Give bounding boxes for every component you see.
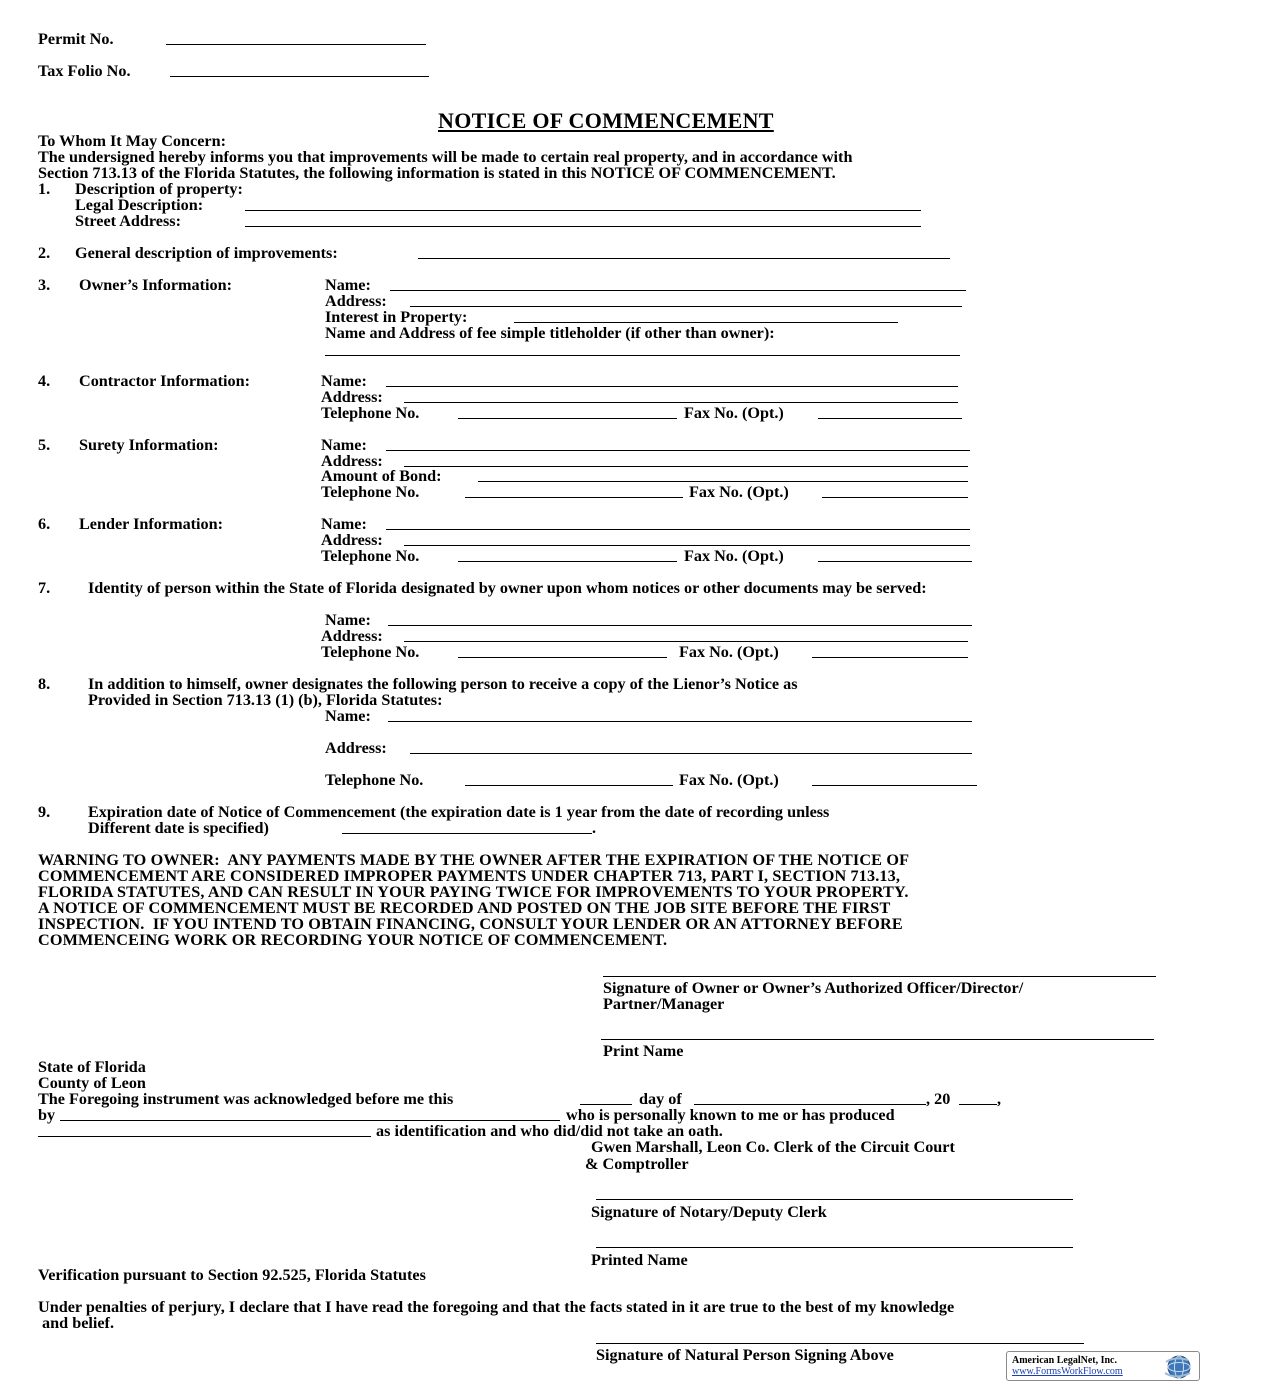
agent-fax-label: Fax No. (Opt.) xyxy=(679,643,779,661)
contractor-name-field[interactable] xyxy=(386,386,958,387)
contractor-address-field[interactable] xyxy=(404,402,958,403)
section-9-number: 9. xyxy=(38,803,51,821)
section-7-number: 7. xyxy=(38,579,51,597)
owner-signature-label-2: Partner/Manager xyxy=(603,995,725,1013)
lienor-address-label: Address: xyxy=(325,739,387,757)
notary-signature-line[interactable] xyxy=(596,1199,1073,1200)
natural-person-signature-label: Signature of Natural Person Signing Above xyxy=(596,1346,894,1364)
agent-name-label: Name: xyxy=(325,611,371,629)
fee-simple-field[interactable] xyxy=(325,355,960,356)
lienor-name-label: Name: xyxy=(325,707,371,725)
street-address-field[interactable] xyxy=(245,226,921,227)
bond-amount-field[interactable] xyxy=(478,481,968,482)
personally-known-text: who is personally known to me or has produced xyxy=(566,1106,895,1124)
section-6-title: Lender Information: xyxy=(79,515,224,533)
improvements-field[interactable] xyxy=(418,258,950,259)
legal-description-label: Legal Description: xyxy=(75,196,204,214)
section-7-title: Identity of person within the State of Florida designated by owner upon whom notices or other documents may be served: xyxy=(88,579,927,597)
street-address-label: Street Address: xyxy=(75,212,181,230)
owner-print-name-line[interactable] xyxy=(601,1039,1154,1040)
ack-day-field[interactable] xyxy=(580,1104,632,1105)
section-2-number: 2. xyxy=(38,244,51,262)
section-6-number: 6. xyxy=(38,515,51,533)
ack-year-field[interactable] xyxy=(959,1104,997,1105)
by-label: by xyxy=(38,1106,56,1124)
acknowledgment-text-c: , 20 xyxy=(926,1090,951,1108)
agent-telephone-field[interactable] xyxy=(458,657,667,658)
acknowledgment-text-a: The Foregoing instrument was acknowledged before me this xyxy=(38,1090,454,1108)
clerk-line-2: & Comptroller xyxy=(585,1155,689,1173)
section-3-title: Owner’s Information: xyxy=(79,276,233,294)
surety-fax-field[interactable] xyxy=(822,497,968,498)
lienor-address-field[interactable] xyxy=(410,753,972,754)
surety-telephone-field[interactable] xyxy=(465,497,683,498)
fee-simple-label: Name and Address of fee simple titleholder (if other than owner): xyxy=(325,324,775,342)
section-3-number: 3. xyxy=(38,276,51,294)
surety-address-label: Address: xyxy=(321,452,383,470)
contractor-telephone-field[interactable] xyxy=(458,418,677,419)
american-legalnet-badge[interactable] xyxy=(1006,1351,1200,1381)
agent-telephone-label: Telephone No. xyxy=(321,643,420,661)
contractor-telephone-label: Telephone No. xyxy=(321,404,420,422)
lienor-name-field[interactable] xyxy=(388,721,972,722)
lender-name-label: Name: xyxy=(321,515,367,533)
contractor-fax-label: Fax No. (Opt.) xyxy=(684,404,784,422)
lienor-fax-field[interactable] xyxy=(812,785,977,786)
owner-signature-label-1: Signature of Owner or Owner’s Authorized Officer/Director/ xyxy=(603,979,1024,997)
permit-no-label: Permit No. xyxy=(38,30,114,48)
section-9-line-1: Expiration date of Notice of Commencement (the expiration date is 1 year from the date of recording unless xyxy=(88,803,830,821)
section-5-title: Surety Information: xyxy=(79,436,219,454)
section-8-number: 8. xyxy=(38,675,51,693)
natural-person-signature-line[interactable] xyxy=(596,1343,1084,1344)
verification-title: Verification pursuant to Section 92.525, Florida Statutes xyxy=(38,1266,426,1284)
company-name: American LegalNet, Inc. xyxy=(1012,1355,1117,1366)
lender-fax-field[interactable] xyxy=(818,561,972,562)
owner-address-field[interactable] xyxy=(410,306,962,307)
salutation: To Whom It May Concern: xyxy=(38,132,226,150)
surety-fax-label: Fax No. (Opt.) xyxy=(689,483,789,501)
permit-no-field[interactable] xyxy=(166,44,426,45)
agent-address-field[interactable] xyxy=(404,641,968,642)
section-1-number: 1. xyxy=(38,180,51,198)
expiration-date-field[interactable] xyxy=(342,833,592,834)
interest-label: Interest in Property: xyxy=(325,308,468,326)
owner-signature-line[interactable] xyxy=(603,976,1156,977)
identification-field[interactable] xyxy=(38,1136,371,1137)
lienor-telephone-field[interactable] xyxy=(465,785,673,786)
warning-line-4: A NOTICE OF COMMENCEMENT MUST BE RECORDED AND POSTED ON THE JOB SITE BEFORE THE FIRST xyxy=(38,899,891,917)
verification-line-2: and belief. xyxy=(38,1314,114,1332)
notary-printed-name-line[interactable] xyxy=(596,1247,1073,1248)
forms-workflow-link[interactable]: www.FormsWorkFlow.com xyxy=(1012,1366,1123,1377)
state-label: State of Florida xyxy=(38,1058,146,1076)
intro-line-2: Section 713.13 of the Florida Statutes, the following information is stated in this NOTICE OF COMMENCEMENT. xyxy=(38,164,836,182)
owner-print-name-label: Print Name xyxy=(603,1042,684,1060)
contractor-fax-field[interactable] xyxy=(818,418,962,419)
surety-address-field[interactable] xyxy=(404,466,968,467)
intro-line-1: The undersigned hereby informs you that improvements will be made to certain real property, and in accordance with xyxy=(38,148,853,166)
owner-name-field[interactable] xyxy=(390,290,966,291)
lender-address-field[interactable] xyxy=(404,545,970,546)
bond-amount-label: Amount of Bond: xyxy=(321,467,442,485)
warning-line-1: WARNING TO OWNER: ANY PAYMENTS MADE BY THE OWNER AFTER THE EXPIRATION OF THE NOTICE OF xyxy=(38,851,910,869)
agent-name-field[interactable] xyxy=(388,625,972,626)
section-8-line-2: Provided in Section 713.13 (1) (b), Florida Statutes: xyxy=(88,691,443,709)
section-8-line-1: In addition to himself, owner designates the following person to receive a copy of the Lienor’s Notice as xyxy=(88,675,798,693)
section-2-title: General description of improvements: xyxy=(75,244,338,262)
owner-address-label: Address: xyxy=(325,292,387,310)
section-4-number: 4. xyxy=(38,372,51,390)
legal-description-field[interactable] xyxy=(245,210,921,211)
acknowledgment-text-b: day of xyxy=(639,1090,682,1108)
lienor-telephone-label: Telephone No. xyxy=(325,771,424,789)
notary-signature-label: Signature of Notary/Deputy Clerk xyxy=(591,1203,827,1221)
agent-fax-field[interactable] xyxy=(812,657,968,658)
warning-line-6: COMMENCEING WORK OR RECORDING YOUR NOTICE OF COMMENCEMENT. xyxy=(38,931,668,949)
surety-name-field[interactable] xyxy=(386,450,970,451)
owner-name-label: Name: xyxy=(325,276,371,294)
interest-field[interactable] xyxy=(514,322,898,323)
surety-name-label: Name: xyxy=(321,436,367,454)
warning-line-2: COMMENCEMENT ARE CONSIDERED IMPROPER PAYMENTS UNDER CHAPTER 713, PART I, SECTION 713.13, xyxy=(38,867,901,885)
lender-telephone-field[interactable] xyxy=(458,561,677,562)
warning-line-3: FLORIDA STATUTES, AND CAN RESULT IN YOUR PAYING TWICE FOR IMPROVEMENTS TO YOUR PROPERTY. xyxy=(38,883,909,901)
agent-address-label: Address: xyxy=(321,627,383,645)
county-label: County of Leon xyxy=(38,1074,146,1092)
verification-line-1: Under penalties of perjury, I declare that I have read the foregoing and that the facts stated in it are true to the best of my knowledge xyxy=(38,1298,955,1316)
section-1-title: Description of property: xyxy=(75,180,243,198)
lender-telephone-label: Telephone No. xyxy=(321,547,420,565)
expiration-period: . xyxy=(592,819,597,837)
contractor-address-label: Address: xyxy=(321,388,383,406)
globe-logo-icon xyxy=(1160,1354,1196,1380)
acknowledged-by-field[interactable] xyxy=(60,1120,560,1121)
section-4-title: Contractor Information: xyxy=(79,372,250,390)
lender-address-label: Address: xyxy=(321,531,383,549)
contractor-name-label: Name: xyxy=(321,372,367,390)
warning-line-5: INSPECTION. IF YOU INTEND TO OBTAIN FINANCING, CONSULT YOUR LENDER OR AN ATTORNEY BEFORE xyxy=(38,915,903,933)
surety-telephone-label: Telephone No. xyxy=(321,483,420,501)
tax-folio-field[interactable] xyxy=(170,76,429,77)
clerk-line-1: Gwen Marshall, Leon Co. Clerk of the Circuit Court xyxy=(591,1138,955,1156)
acknowledgment-text-d: , xyxy=(997,1090,1002,1108)
lender-fax-label: Fax No. (Opt.) xyxy=(684,547,784,565)
lienor-fax-label: Fax No. (Opt.) xyxy=(679,771,779,789)
tax-folio-label: Tax Folio No. xyxy=(38,62,131,80)
section-5-number: 5. xyxy=(38,436,51,454)
lender-name-field[interactable] xyxy=(386,529,970,530)
ack-month-field[interactable] xyxy=(694,1104,926,1105)
section-9-line-2: Different date is specified) xyxy=(88,819,269,837)
identification-text: as identification and who did/did not take an oath. xyxy=(376,1122,723,1140)
notary-printed-name-label: Printed Name xyxy=(591,1251,688,1269)
page-title: NOTICE OF COMMENCEMENT xyxy=(438,108,774,133)
